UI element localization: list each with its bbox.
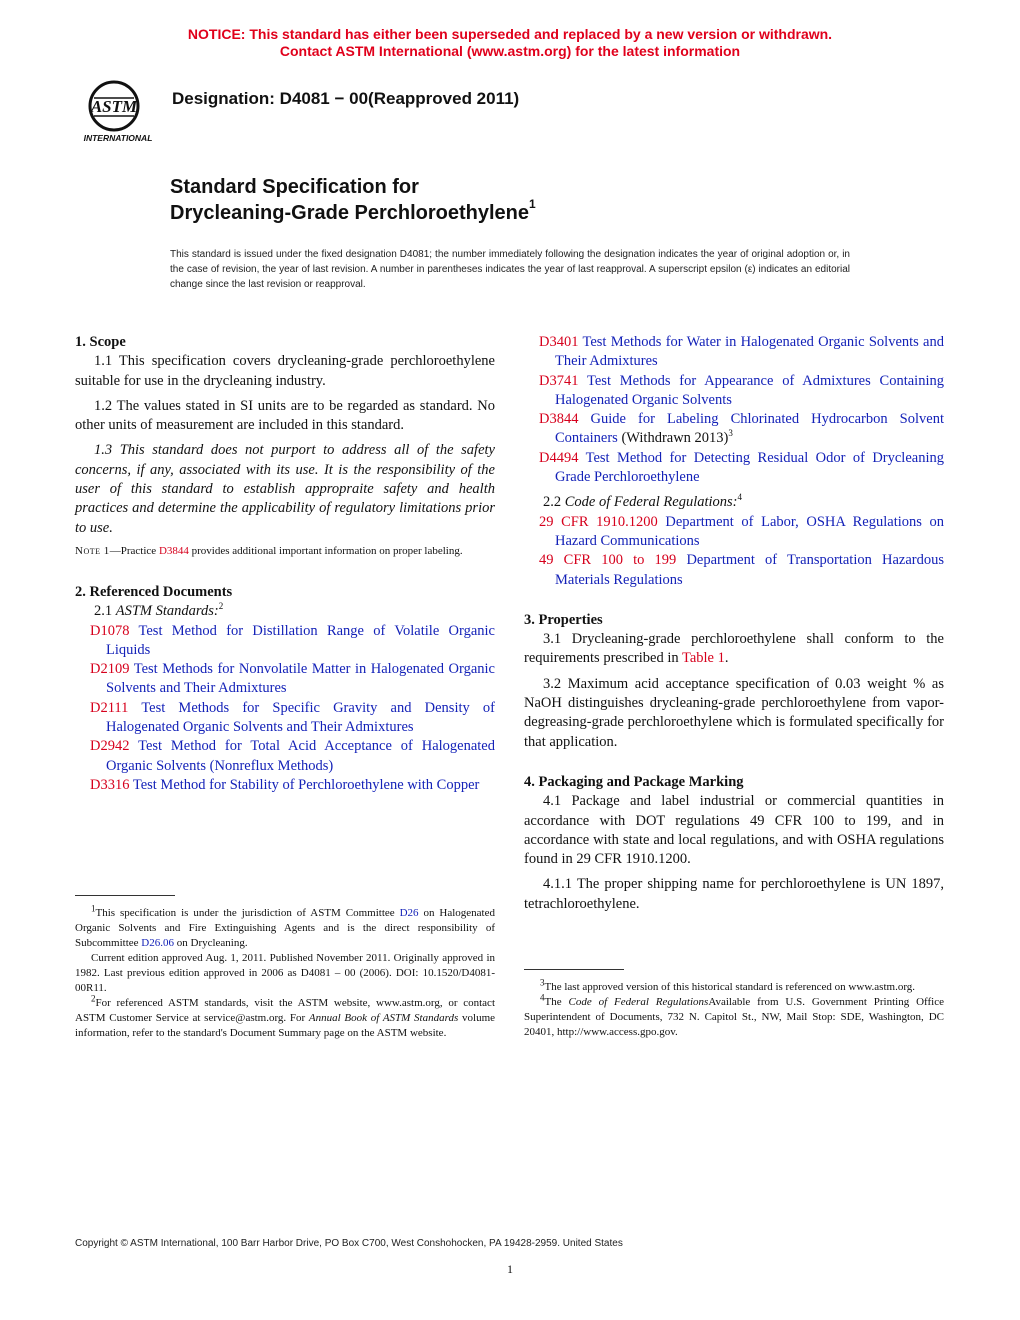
ref-code[interactable]: D1078 [90,622,130,639]
scope-1-1: 1.1 This specification covers drycleaning-grade perchloroethylene suitable for use in the drycleaning industry. [75,353,495,389]
ref-title[interactable]: Test Method for Detecting Residual Odor of Drycleaning Grade Perchloroethylene [555,449,944,486]
note-text-post: provides additional important information on proper labeling. [188,544,463,557]
ref-title[interactable]: Test Methods for Nonvolatile Matter in Halogenated Organic Solvents and Their Admixtures [106,661,495,697]
cfr-code[interactable]: 29 CFR 1910.1200 [539,513,658,530]
footnotes-right [524,977,944,1040]
sub1-label: ASTM Standards: [115,603,219,620]
preamble: This standard is issued under the fixed designation D4081; the number immediately following the designation indicates the year of original adoption or, in the case of revision, the year of last revision. A number in parentheses indicates the year of last reapproval. A superscript epsilon (ε) indicates an editorial change since the last revision or reapproval. [170,249,850,290]
footnote-rule-right [524,969,624,970]
document-title [170,174,536,226]
ref-item[interactable] [524,333,944,372]
cfr-subheading [524,493,944,512]
packaging-4-1-1: 4.1.1 The proper shipping name for perchloroethylene is UN 1897, tetrachloroethylene. [524,876,944,912]
logo-subtext: INTERNATIONAL [83,133,153,143]
page-number: 1 [507,1262,513,1276]
fn1-link-d2606[interactable]: D26.06 [141,937,174,949]
packaging-4-1: 4.1 Package and label industrial or commercial quantities in accordance with DOT regulations 49 CFR 100 to 199, and in accordance with state and local regulations, and with OSHA regulations found in 29 CFR 1910.1200. [524,793,944,868]
cfr-code[interactable]: 49 CFR 100 to 199 [539,552,677,569]
left-column [75,333,495,795]
properties-3-1-text: 3.1 Drycleaning-grade perchloroethylene shall conform to the requirements prescribed in [524,631,944,667]
fn4-mark: 4 [540,992,545,1003]
fn2-text-b: volume information, refer to the standard's Document Summary page on the ASTM website. [75,1012,496,1039]
ref-title[interactable]: Test Methods for Specific Gravity and Density of Halogenated Organic Solvents and Their Admixtures [106,699,495,736]
cfr-item[interactable] [524,513,944,552]
ref-item[interactable] [75,737,495,776]
notice-line-1: NOTICE: This standard has either been superseded and replaced by a new version or withdrawn. [187,26,833,42]
footnote-1-edition: Current edition approved Aug. 1, 2011. Published November 2011. Originally approved in 1982. Last previous edition approved in 2006 as D4081 – 00 (2006). DOI: 10.1520/D4081-00R11. [75,952,495,994]
cfr-list [524,513,944,590]
fn3-mark: 3 [540,977,545,988]
refs-left-list [75,622,495,796]
scope-1-3: 1.3 This standard does not purport to address all of the safety concerns, if any, associated with its use. It is the responsibility of the user of this standard to establish appropraite safety and health practices and determine the applicability of regulatory limitations prior to use. [75,442,495,536]
fn1-text-a: This specification is under the jurisdiction of ASTM Committee [95,907,400,919]
ref-item[interactable] [75,622,495,661]
ref-item[interactable] [524,410,944,449]
notice-line-2: Contact ASTM International (www.astm.org) for the latest information [279,43,741,59]
ref-code[interactable]: D2942 [90,738,130,755]
fn1-text-c: on Drycleaning. [174,937,248,949]
ref-code[interactable]: D4494 [539,449,579,466]
sub2-label: Code of Federal Regulations: [564,494,738,511]
fn2-text-a: For referenced ASTM standards, visit the ASTM website, www.astm.org, or contact ASTM Customer Service at service@astm.org. For [75,997,495,1024]
footnotes-left [75,903,496,1041]
footnote-2 [75,993,496,1041]
sub1-fn: 2 [218,601,224,612]
ref-title[interactable]: Guide for Labeling Chlorinated Hydrocarbon Solvent Containers [555,411,944,447]
fn2-mark: 2 [91,993,96,1004]
ref-item[interactable] [75,776,495,795]
ref-code[interactable]: D3844 [539,411,579,428]
fn4-text-b: Available from U.S. Government Printing Office Superintendent of Documents, 732 N. Capitol St., NW, Mail Stop: SDE, Washington, DC 20401, http://www.access.gpo.gov. [524,996,944,1038]
fn4-italic: Code of Federal Regulations [568,996,709,1008]
fn1-text-b: on Halogenated Organic Solvents and Fire Extinguishing Agents and is the direct responsibility of Subcommittee [75,907,495,949]
refs-right-list [524,333,944,487]
sub2-num: 2.2 [543,494,565,511]
ref-extra: (Withdrawn 2013) [617,430,729,447]
scope-1-2: 1.2 The values stated in SI units are to be regarded as standard. No other units of measurement are included in this standard. [75,397,495,434]
note-link-d3844[interactable]: D3844 [158,544,189,557]
ref-code[interactable]: D3316 [90,776,130,793]
cfr-title[interactable]: Department of Labor, OSHA Regulations on Hazard Communications [555,513,945,549]
ref-title[interactable]: Test Method for Total Acid Acceptance of Halogenated Organic Solvents (Nonreflux Methods) [106,738,495,774]
right-column [524,333,944,920]
footnote-rule-left [75,895,175,896]
section-heading-properties: 3. Properties [524,611,603,628]
fn4-text-a: The [544,996,569,1008]
ref-fn: 3 [728,428,733,439]
ref-title[interactable]: Test Methods for Appearance of Admixtures Containing Halogenated Organic Solvents [555,372,944,408]
ref-title[interactable]: Test Method for Stability of Perchloroethylene with Copper [132,776,480,793]
sub1-num: 2.1 [94,603,116,620]
ref-item[interactable] [75,660,495,699]
section-heading-referenced: 2. Referenced Documents [75,583,233,600]
ref-item[interactable] [75,699,495,738]
properties-3-2: 3.2 Maximum acid acceptance specification of 0.03 weight % as NaOH distinguishes drycleaning-grade perchloroethylene from vapor-degreasing-grade perchloroethylene which is formulated specifically for that application. [524,675,944,750]
sub2-fn: 4 [737,492,743,503]
title-line-2: Drycleaning-Grade Perchloroethylene [170,202,530,224]
astm-standards-subheading [75,602,495,621]
footnote-1 [75,903,495,951]
footnote-4 [524,992,944,1040]
properties-3-1-end: . [724,650,729,667]
ref-item[interactable] [524,449,944,488]
note-label: Note 1 [75,544,110,557]
ref-title[interactable]: Test Methods for Water in Halogenated Organic Solvents and Their Admixtures [555,334,944,370]
astm-logo-icon [74,78,164,144]
fn2-italic: Annual Book of ASTM Standards [308,1012,459,1024]
cfr-title[interactable]: Department of Transportation Hazardous Materials Regulations [555,552,944,588]
ref-code[interactable]: D2111 [90,699,129,716]
astm-logo [74,78,164,144]
footnote-3 [524,977,944,995]
note-text-pre: —Practice [109,544,159,557]
copyright-footer: Copyright © ASTM International, 100 Barr Harbor Drive, PO Box C700, West Conshohocken, PA 19428-2959. United States [75,1238,623,1249]
fn1-link-d26[interactable]: D26 [399,907,419,919]
designation: Designation: D4081 − 00(Reapproved 2011) [172,89,520,108]
section-heading-scope: 1. Scope [75,334,126,350]
fn3-text: The last approved version of this historical standard is referenced on www.astm.org. [544,981,916,993]
logo-text: ASTM [90,97,138,116]
title-line-1: Standard Specification for [170,176,419,198]
scope-note-1 [75,544,495,559]
ref-code[interactable]: D2109 [90,661,130,678]
properties-3-1 [524,630,944,669]
ref-code[interactable]: D3741 [539,372,579,389]
table-1-link[interactable]: Table 1 [681,650,725,667]
cfr-item[interactable] [524,551,944,590]
fn1-mark: 1 [91,903,96,914]
ref-item[interactable] [524,372,944,411]
section-heading-packaging: 4. Packaging and Package Marking [524,773,744,790]
ref-code[interactable]: D3401 [539,334,579,350]
title-footnote-mark: 1 [529,197,536,211]
ref-title[interactable]: Test Method for Distillation Range of Volatile Organic Liquids [106,622,495,658]
supersede-notice [0,26,1020,60]
